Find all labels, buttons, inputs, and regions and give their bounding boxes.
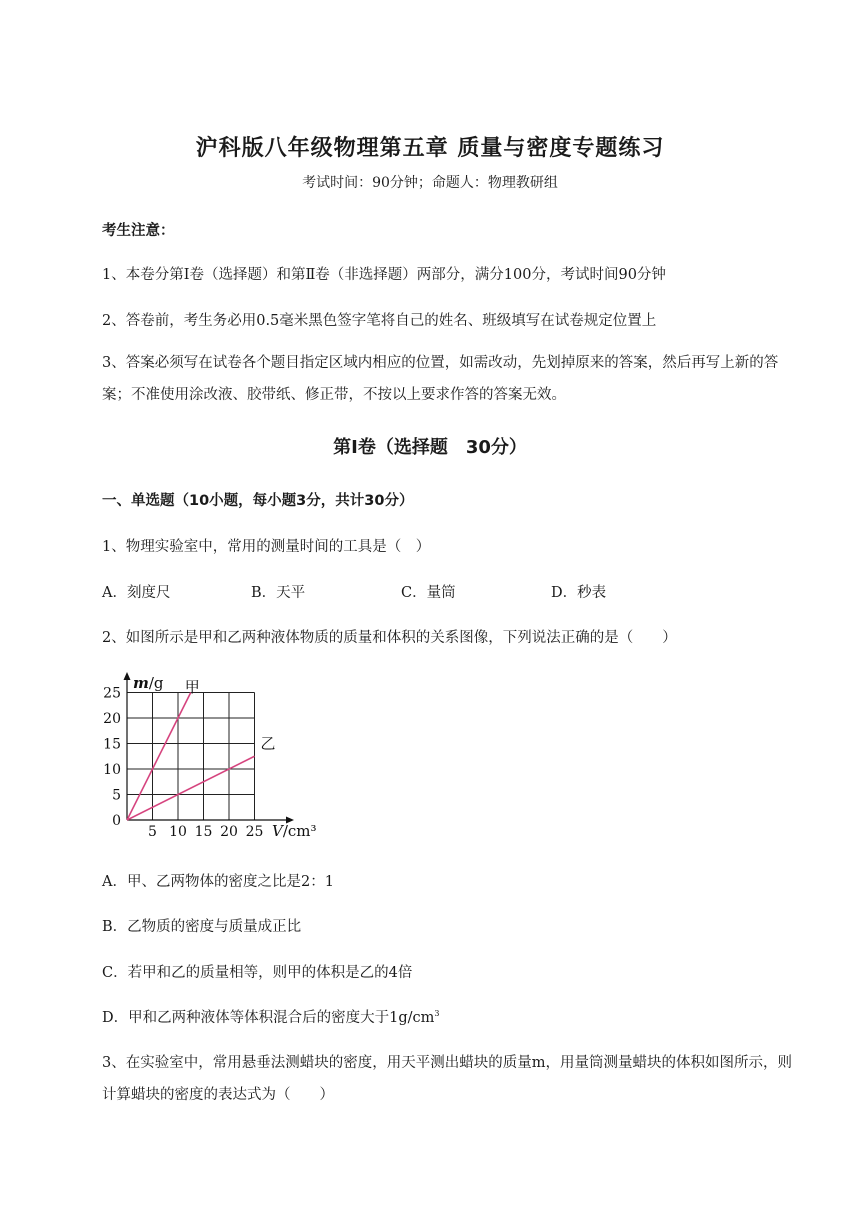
series-line-1 bbox=[127, 693, 191, 821]
question-1-option-c: C．量筒 bbox=[401, 585, 456, 601]
x-tick-label: 15 bbox=[194, 824, 213, 840]
y-tick-label: 20 bbox=[103, 711, 121, 727]
question-2-option-d bbox=[102, 1006, 439, 1027]
y-axis-label: m/g bbox=[133, 674, 164, 692]
y-tick-label: 25 bbox=[103, 685, 121, 702]
x-tick-label: 20 bbox=[220, 824, 238, 840]
question-1-option-a: A．刻度尺 bbox=[102, 585, 171, 601]
notice-item-2: 2、答卷前，考生务必用0.5毫米黑色签字笔将自己的姓名、班级填写在试卷规定位置上 bbox=[102, 313, 657, 329]
notice-item-1: 1、本卷分第Ⅰ卷（选择题）和第Ⅱ卷（非选择题）两部分，满分100分，考试时间90分钟 bbox=[102, 267, 666, 283]
mass-volume-graph bbox=[100, 670, 330, 845]
x-axis-label: V/cm³ bbox=[272, 822, 317, 840]
section-title: 第Ⅰ卷（选择题 30分） bbox=[333, 437, 527, 458]
question-1-option-d: D．秒表 bbox=[551, 585, 607, 601]
question-2-stem: 2、如图所示是甲和乙两种液体物质的质量和体积的关系图像，下列说法正确的是（ ） bbox=[102, 630, 677, 646]
exam-info: 考试时间：90分钟；命题人：物理教研组 bbox=[302, 175, 558, 191]
y-tick-label: 5 bbox=[112, 787, 121, 804]
question-2-option-a: A．甲、乙两物体的密度之比是2：1 bbox=[102, 874, 334, 890]
y-tick-label: 15 bbox=[103, 736, 121, 753]
y-axis-arrow bbox=[124, 672, 131, 680]
question-3-stem: 3、在实验室中，常用悬垂法测蜡块的密度，用天平测出蜡块的质量m，用量筒测量蜡块的体积如图所示，则计算蜡块的密度的表达式为（ ） bbox=[102, 1055, 792, 1103]
x-tick-label: 5 bbox=[148, 824, 157, 840]
option-d-superscript: 3 bbox=[434, 1009, 440, 1019]
y-tick-label: 10 bbox=[103, 762, 121, 778]
part-heading: 一、单选题（10小题，每小题3分，共计30分） bbox=[102, 493, 414, 509]
series-line-2 bbox=[127, 756, 255, 820]
question-1-option-b: B．天平 bbox=[251, 585, 306, 601]
question-1-stem: 1、物理实验室中，常用的测量时间的工具是（ ） bbox=[102, 539, 431, 555]
notice-heading: 考生注意： bbox=[102, 223, 175, 239]
option-d-text: D．甲和乙两种液体等体积混合后的密度大于1g/cm bbox=[102, 1010, 435, 1026]
series-label-1: 甲 bbox=[184, 678, 200, 696]
page-title: 沪科版八年级物理第五章 质量与密度专题练习 bbox=[195, 136, 665, 161]
notice-item-3: 3、答案必须写在试卷各个题目指定区域内相应的位置，如需改动，先划掉原来的答案，然后再写上新的答案；不准使用涂改液、胶带纸、修正带，不按以上要求作答的答案无效。 bbox=[102, 355, 779, 403]
x-tick-label: 10 bbox=[169, 824, 187, 840]
question-2-option-c: C．若甲和乙的质量相等，则甲的体积是乙的4倍 bbox=[102, 965, 413, 981]
question-2-option-b: B．乙物质的密度与质量成正比 bbox=[102, 919, 302, 935]
x-tick-label: 25 bbox=[245, 824, 264, 840]
series-label-2: 乙 bbox=[260, 734, 276, 753]
origin-label: 0 bbox=[112, 813, 121, 829]
